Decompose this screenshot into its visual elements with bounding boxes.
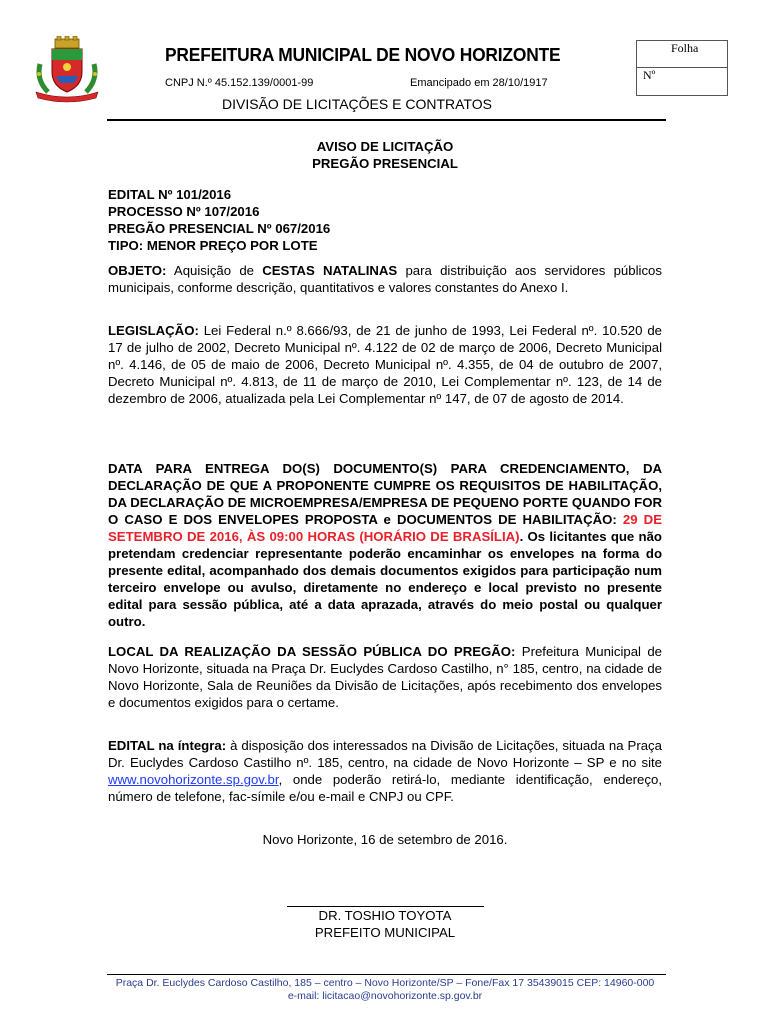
cnpj-text: CNPJ N.º 45.152.139/0001-99 [165, 77, 314, 89]
objeto-text-after: para distribuição aos servidores públicos municipais, conforme descrição, quantitativos e valores constantes do Anexo I. [108, 263, 662, 295]
objeto-paragraph [108, 262, 662, 296]
legislacao-paragraph [108, 322, 662, 407]
local-paragraph [108, 643, 662, 711]
folha-box [636, 40, 728, 96]
coat-of-arms-logo [30, 36, 104, 104]
signatory-name: DR. TOSHIO TOYOTA [318, 908, 452, 923]
notice-subtitle: PREGÃO PRESENCIAL [312, 156, 458, 171]
edital-integra-paragraph [108, 737, 662, 805]
local-label: LOCAL DA REALIZAÇÃO DA SESSÃO PÚBLICA DO PREGÃO: [108, 644, 516, 659]
tipo-text: TIPO: MENOR PREÇO POR LOTE [108, 238, 318, 253]
processo-number: PROCESSO Nº 107/2016 [108, 204, 260, 219]
objeto-label: OBJETO: [108, 263, 167, 278]
footer-divider [107, 974, 666, 975]
notice-title: AVISO DE LICITAÇÃO [316, 139, 454, 154]
footer-email[interactable]: e-mail: licitacao@novohorizonte.sp.gov.br [287, 990, 483, 1002]
edital-info-block [108, 186, 330, 254]
pregao-number: PREGÃO PRESENCIAL Nº 067/2016 [108, 221, 331, 236]
edital-integra-label: EDITAL na íntegra: [108, 738, 227, 753]
prefeitura-title: PREFEITURA MUNICIPAL DE NOVO HORIZONTE [165, 44, 561, 65]
footer-address: Praça Dr. Euclydes Cardoso Castilho, 185 – centro – Novo Horizonte/SP – Fone/Fax 17 35439015 CEP: 14960-000 [115, 977, 655, 989]
edital-integra-text-before: à disposição dos interessados na Divisão de Licitações, situada na Praça Dr. Euclydes Cardoso Castilho nº. 185, centro, na cidade de Novo Horizonte – SP e no site [108, 738, 662, 770]
header-divider [107, 119, 666, 121]
data-entrega-paragraph [108, 460, 662, 630]
data-entrega-text-after: . Os licitantes que não pretendam credenciar representante poderão encaminhar os envelopes na forma do presente edital, acompanhado dos demais documentos exigidos para participação num terceiro envelope ou avulso, diretamente no endereço e local previsto no presente edital para sessão pública, até a data aprazada, através do meio postal ou qualquer outro. [108, 529, 662, 629]
objeto-highlight: CESTAS NATALINAS [262, 263, 398, 278]
legislacao-text: Lei Federal n.º 8.666/93, de 21 de junho de 1993, Lei Federal nº. 10.520 de 17 de julho de 2002, Decreto Municipal nº. 4.122 de 02 de março de 2006, Decreto Municipal nº. 4.146, de 05 de maio de 2006, Decreto Municipal nº. 4.355, de 04 de outubro de 2007, Decreto Municipal nº. 4.813, de 11 de março de 2010, Lei Complementar nº. 123, de 14 de dezembro de 2006, atualizada pela Lei Complementar nº 147, de 07 de agosto de 2014. [108, 323, 662, 406]
legislacao-label: LEGISLAÇÃO: [108, 323, 199, 338]
signatory-role: PREFEITO MUNICIPAL [314, 925, 456, 940]
folha-label: Folha [637, 41, 727, 68]
objeto-text-before: Aquisição de [166, 263, 263, 278]
data-entrega-date: 29 DE SETEMBRO DE 2016, ÀS 09:00 HORAS (HORÁRIO DE BRASÍLIA) [108, 512, 662, 544]
signature-line [287, 906, 484, 907]
website-link[interactable]: www.novohorizonte.sp.gov.br [108, 772, 279, 787]
division-title: DIVISÃO DE LICITAÇÕES E CONTRATOS [222, 96, 492, 112]
data-entrega-text-before: DATA PARA ENTREGA DO(S) DOCUMENTO(S) PARA CREDENCIAMENTO, DA DECLARAÇÃO DE QUE A PROPONENTE CUMPRE OS REQUISITOS DE HABILITAÇÃO, DA DECLARAÇÃO DE MICROEMPRESA/EMPRESA DE PEQUENO PORTE QUANDO FOR O CASO E DOS ENVELOPES PROPOSTA e DOCUMENTOS DE HABILITAÇÃO: [108, 461, 662, 527]
edital-number: EDITAL Nº 101/2016 [108, 187, 232, 202]
city-date: Novo Horizonte, 16 de setembro de 2016. [262, 832, 508, 847]
emancipado-text: Emancipado em 28/10/1917 [410, 77, 548, 89]
numero-label: Nº [643, 68, 656, 82]
local-text: Prefeitura Municipal de Novo Horizonte, situada na Praça Dr. Euclydes Cardoso Castilho, n° 185, centro, na cidade de Novo Horizonte, Sala de Reuniões da Divisão de Licitações, após recebimento dos envelopes e documentos exigidos para o certame. [108, 644, 662, 710]
edital-integra-text-after: , onde poderão retirá-lo, mediante identificação, endereço, número de telefone, fac-símile e/ou e-mail e CNPJ ou CPF. [108, 772, 662, 804]
